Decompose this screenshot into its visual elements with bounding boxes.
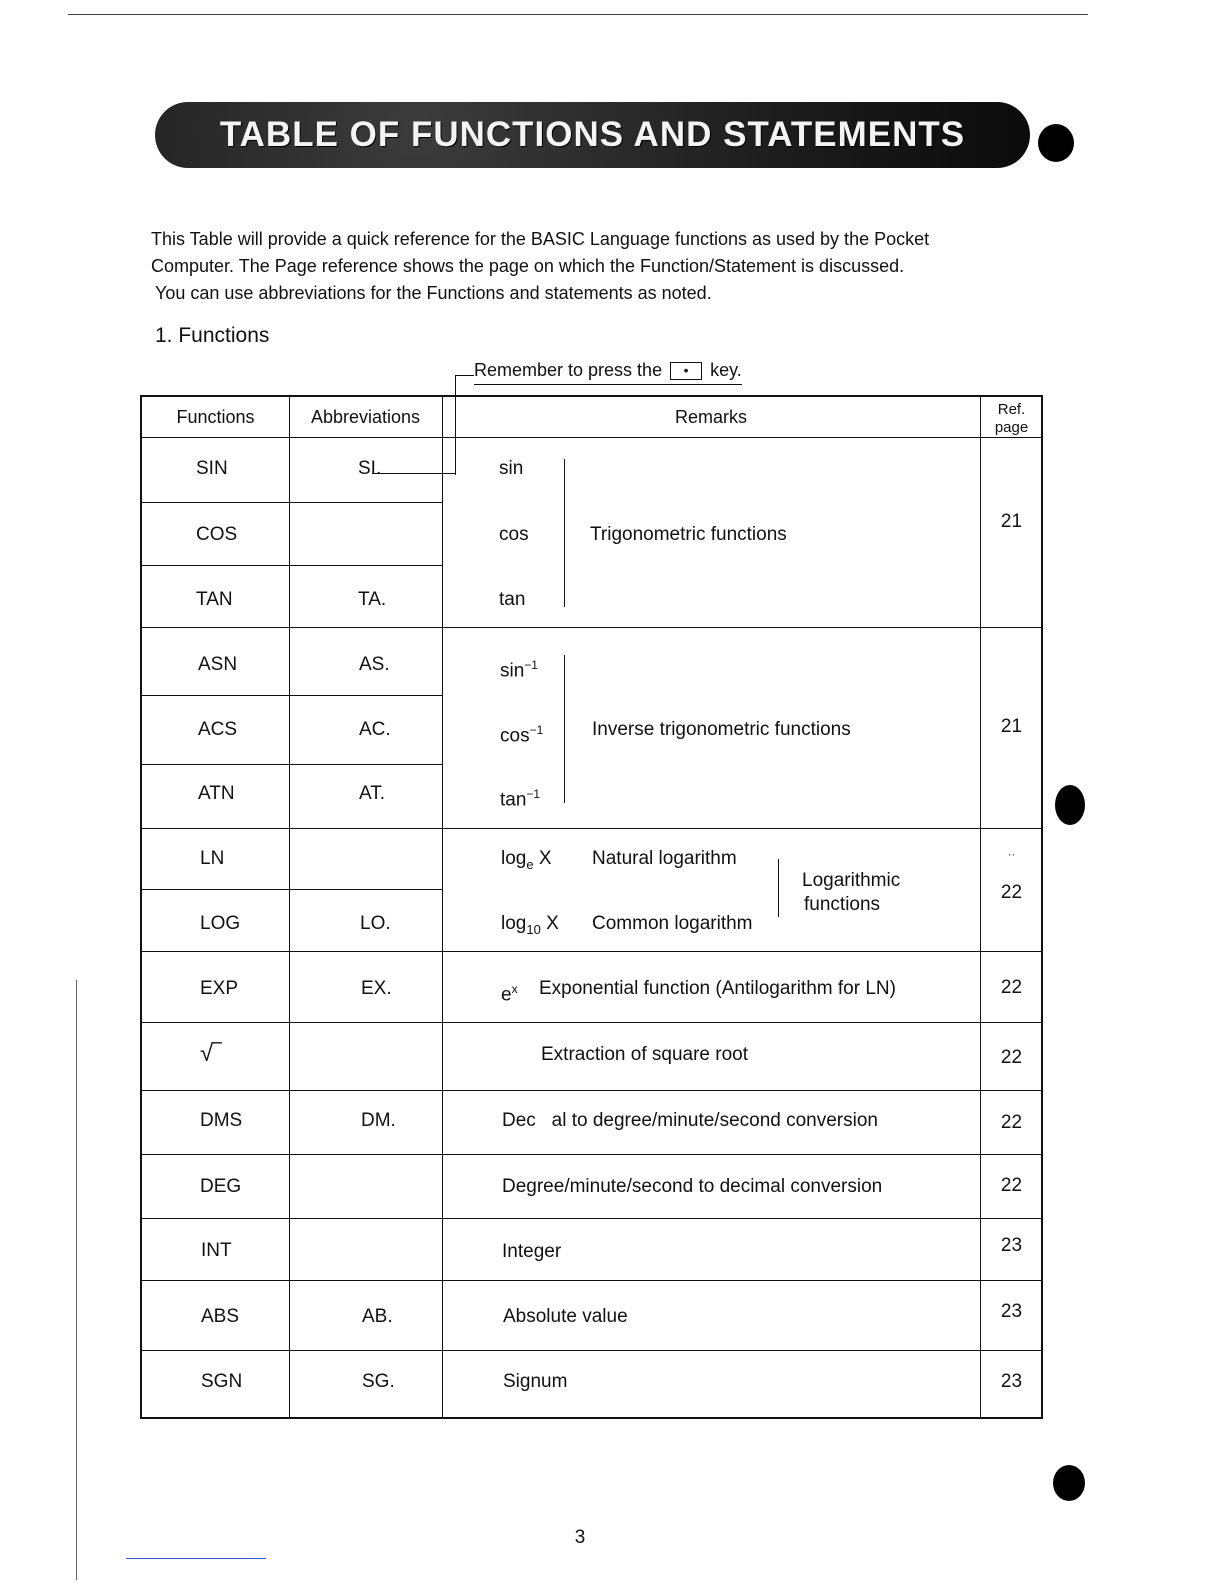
remark-superscript: x [511,982,518,996]
remark-superscript: −1 [529,723,544,737]
period-key-icon: • [670,362,702,380]
brace [778,859,779,917]
table-row-abbr: AC. [359,719,391,740]
table-row-ref: 22 [1000,1047,1023,1068]
table-row-abbr: LO. [360,913,391,934]
table-row-function: DMS [200,1110,243,1131]
remark-superscript: −1 [526,787,541,801]
intro-line: Computer. The Page reference shows the page on which the Function/Statement is discussed. [151,256,905,276]
table-row-abbr: SI. [358,458,382,479]
remark-base: sin [500,660,525,682]
intro-paragraph [151,226,1031,307]
column-divider [289,397,290,1417]
table-row-ref: 22 [1000,1112,1023,1133]
header-abbreviations: Abbreviations [310,407,421,427]
brace [564,459,565,607]
header-page-label: page [994,419,1029,436]
table-row-abbr: SG. [362,1371,395,1392]
table-row-remark: cos [499,524,529,545]
functions-table [140,395,1043,1419]
remark-base: cos [500,725,530,747]
table-row-remark: sin [499,458,524,479]
remark-description: Exponential function (Antilogarithm for LN) [539,978,896,999]
table-row-remark [500,719,543,747]
table-row-abbr: AS. [359,654,390,675]
binder-hole-icon [1055,785,1085,825]
section-heading: 1. Functions [155,324,270,347]
table-row-remark: Absolute value [503,1306,628,1327]
remark-variable: X [538,848,552,869]
row-divider [142,764,442,765]
table-row-function: SGN [201,1371,243,1392]
table-row-remark: tan [499,589,526,610]
table-row-remark: Extraction of square root [541,1044,748,1065]
page-number: 3 [574,1527,586,1548]
row-divider [142,828,1041,829]
table-row-ref: 23 [1000,1235,1023,1256]
callout-note [474,360,742,385]
ref-page-inverse-trig: 21 [1000,716,1023,737]
row-divider [142,437,1041,438]
table-row-function: INT [201,1240,232,1261]
table-row-function: DEG [200,1176,242,1197]
header-remarks: Remarks [674,407,747,427]
table-row-abbr: DM. [361,1110,396,1131]
group-label-inverse-trig: Inverse trigonometric functions [592,719,851,740]
ref-page-log: 22 [1000,882,1023,903]
column-divider [442,397,443,1417]
table-row-ref: 23 [1000,1301,1023,1322]
table-row-function: SIN [196,458,228,479]
intro-line: This Table will provide a quick reference for the BASIC Language functions as used by the Pocket [151,229,930,249]
footer-rule [126,1558,266,1559]
header-ref-label: Ref. [997,401,1026,418]
table-row-abbr: TA. [358,589,387,610]
table-row-function: ASN [198,654,238,675]
page-edge-line [76,980,77,1580]
callout-suffix: key. [710,360,742,380]
remark-base: log [501,848,527,869]
brace [564,655,565,803]
table-row-function: COS [196,524,238,545]
row-divider [142,695,442,696]
table-row-function: TAN [196,589,233,610]
table-row-function: ATN [198,783,235,804]
row-divider [142,1022,1041,1023]
table-row-abbr: AT. [359,783,386,804]
page-title: TABLE OF FUNCTIONS AND STATEMENTS [219,115,966,154]
table-row-function: LOG [200,913,241,934]
remark-base: e [501,984,512,1006]
table-row-remark: Integer [502,1241,562,1262]
remark-variable: X [546,913,559,934]
row-divider [142,1350,1041,1351]
table-row-ref: 23 [1000,1371,1023,1392]
table-row-remark [501,848,552,876]
table-row-function: ACS [198,719,238,740]
row-divider [142,1218,1041,1219]
intro-line: You can use abbreviations for the Functions and statements as noted. [155,283,712,303]
row-divider [142,565,442,566]
remark-superscript: −1 [524,658,538,672]
top-rule [68,14,1088,15]
remark-subscript: e [526,856,534,872]
row-divider [142,1090,1041,1091]
table-row-function: LN [200,848,225,869]
group-label-log-line2: functions [804,894,881,915]
table-row-function: ABS [201,1306,240,1327]
row-divider [142,1280,1041,1281]
table-row-abbr: EX. [361,978,392,999]
table-row-remark [500,783,540,811]
row-divider [142,1154,1041,1155]
table-row-remark: Degree/minute/second to decimal conversion [502,1176,883,1197]
remark-subscript: 10 [526,921,541,937]
table-row-ref: 22 [1000,977,1023,998]
remark-description: Common logarithm [592,913,753,934]
ref-page-trig: 21 [1000,511,1023,532]
binder-hole-icon [1053,1465,1085,1501]
binder-hole-icon [1038,124,1074,162]
group-label-log-line1: Logarithmic [802,870,901,891]
row-divider [142,627,1041,628]
header-ref-page [980,401,1043,437]
row-divider [142,951,1041,952]
group-label-trig: Trigonometric functions [590,524,787,545]
table-row-remark: Dec al to degree/minute/second conversion [502,1110,878,1131]
remark-base: log [501,913,527,934]
table-row-remark [501,978,518,1006]
row-divider [142,889,442,890]
callout-prefix: Remember to press the [474,360,663,380]
column-divider [980,397,981,1417]
remark-base: tan [500,789,527,811]
title-banner [155,102,1030,168]
square-root-icon: √‾ [200,1040,222,1067]
ref-mark: ·· [1007,849,1016,861]
table-row-remark: Signum [503,1371,568,1392]
table-row-abbr: AB. [362,1306,393,1327]
table-row-remark [501,913,559,941]
callout-line [455,375,474,376]
table-row-remark [500,654,538,682]
remark-description: Natural logarithm [592,848,737,869]
header-functions: Functions [176,407,255,427]
row-divider [142,502,442,503]
table-row-function: EXP [200,978,239,999]
table-row-ref: 22 [1000,1175,1023,1196]
